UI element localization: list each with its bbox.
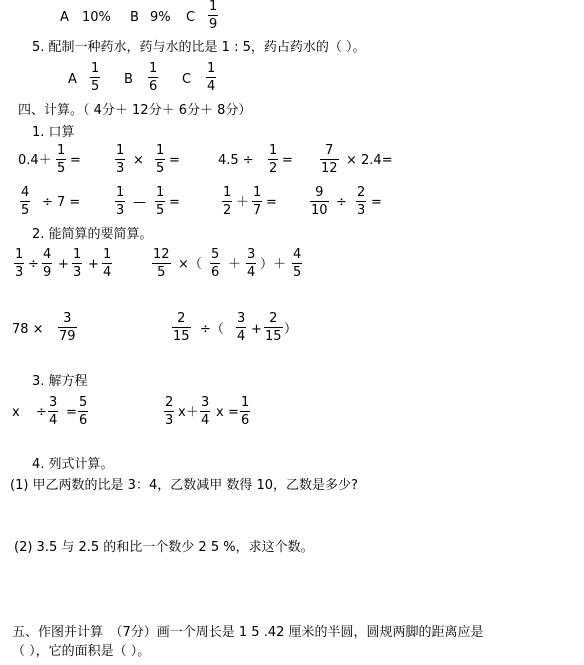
operator: x＋ [178,405,199,420]
fraction: 1 5 [156,143,165,176]
equations-title: 3. 解方程 [32,374,88,389]
fraction: 9 10 [311,185,328,218]
option-b-label: B [130,10,139,25]
word-problem-2: (2) 3.5 与 2.5 的和比一个数少 2 5 %，求这个数。 [14,540,314,555]
word-problems-title: 4. 列式计算。 [32,457,114,472]
operator: ×（ [178,257,202,272]
oral-r1-e4-suffix: × 2.4= [346,153,393,168]
option-a-value: 10% [82,10,111,25]
q5-option-c-fraction: 1 4 [207,61,216,94]
fraction: 4 5 [21,185,30,218]
equals-sign: = [169,195,180,210]
operator: — [133,195,146,210]
word-problem-1: (1) 甲乙两数的比是 3：4，乙数减甲 数得 10，乙数是多少? [10,478,358,493]
option-a-label: A [60,10,69,25]
fraction: 3 4 [49,395,58,428]
q5-option-a-fraction: 1 5 [91,61,100,94]
fraction: 3 4 [201,395,210,428]
fraction: 7 12 [321,143,338,176]
option-c-label: C [186,10,196,25]
q5-option-b-label: B [124,72,133,87]
q5-option-a-label: A [68,72,77,87]
section-4-title: 四、计算。（ 4分＋ 12分＋ 6分＋ 8分） [18,103,252,118]
fraction: 1 7 [253,185,262,218]
operator: × [133,153,144,168]
equals-sign: = [266,195,277,210]
option-b-value: 9% [150,10,171,25]
operator: + [251,322,262,337]
operator: ÷ [28,257,39,272]
oral-calc-title: 1. 口算 [32,125,75,140]
fraction: 12 5 [153,247,170,280]
section-5-line-2: （ ），它的面积是（ ）。 [12,644,151,659]
equals-sign: = [70,153,81,168]
fraction: 1 5 [57,143,66,176]
operator: ）＋ [260,257,287,272]
simplify-title: 2. 能简算的要简算。 [32,227,153,242]
variable-x: x [216,405,224,420]
fraction: 1 6 [241,395,250,428]
equals-sign: = [228,405,239,420]
fraction: 1 2 [223,185,232,218]
fraction: 1 4 [103,247,112,280]
oral-r1-e1-prefix: 0.4＋ [18,153,52,168]
equals-sign: = [66,405,77,420]
fraction: 1 3 [116,185,125,218]
fraction: 1 3 [15,247,24,280]
operator: ÷ [336,195,347,210]
operator: ＋ [228,257,242,272]
fraction: 2 3 [357,185,366,218]
fraction: 5 6 [79,395,88,428]
fraction: 1 3 [116,143,125,176]
operator: + [88,257,99,272]
oral-r2-e1-suffix: ÷ 7 = [42,195,81,210]
equals-sign: = [282,153,293,168]
variable-x: x [12,405,20,420]
operator: ） [284,322,298,337]
fraction: 3 4 [237,311,246,344]
question-5-text: 5. 配制一种药水，药与水的比是 1 : 5，药占药水的（ ）。 [32,40,366,55]
fraction: 1 5 [156,185,165,218]
operator: + [58,257,69,272]
equals-sign: = [371,195,382,210]
operator: ÷（ [200,322,224,337]
fraction: 3 4 [247,247,256,280]
fraction: 3 79 [59,311,76,344]
q5-option-b-fraction: 1 6 [149,61,158,94]
fraction: 2 15 [173,311,190,344]
fraction: 1 3 [73,247,82,280]
fraction: 2 3 [165,395,174,428]
simplify-e3-prefix: 78 × [12,322,44,337]
oral-r1-e3-prefix: 4.5 ÷ [218,153,254,168]
fraction: 4 9 [43,247,52,280]
q5-option-c-label: C [182,72,192,87]
fraction: 1 2 [269,143,278,176]
fraction: 2 15 [265,311,282,344]
operator: ÷ [36,405,47,420]
option-c-fraction: 1 9 [209,0,218,32]
fraction: 5 6 [211,247,220,280]
operator: ＋ [236,195,250,210]
section-5-line-1: 五、作图并计算 （7分）画一个周长是 1 5 .42 厘米的半圆，圆规两脚的距离应是 [12,625,484,640]
equals-sign: = [169,153,180,168]
fraction: 4 5 [293,247,302,280]
